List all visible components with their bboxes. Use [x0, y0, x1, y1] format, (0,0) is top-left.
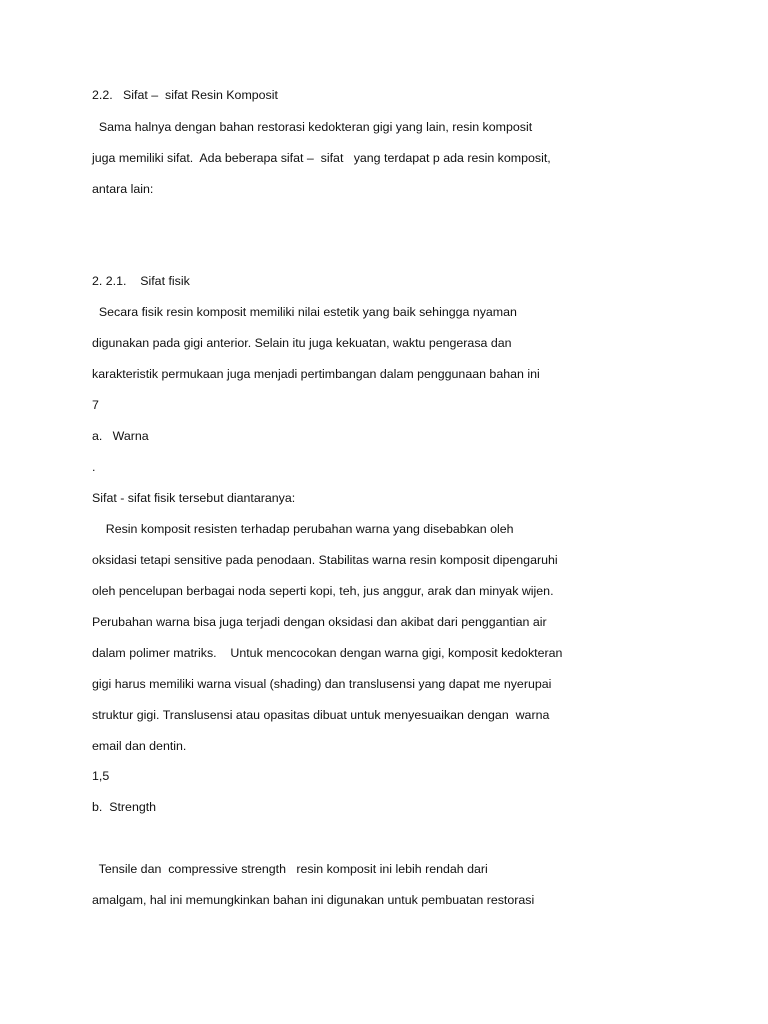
warna-line-4: Perubahan warna bisa juga terjadi dengan oksidasi dan akibat dari penggantian air	[92, 615, 547, 629]
fisik-line-3: karakteristik permukaan juga menjadi pertimbangan dalam penggunaan bahan ini	[92, 367, 540, 381]
intro-line-2: juga memiliki sifat. Ada beberapa sifat – sifat yang terdapat p ada resin komposit,	[92, 151, 551, 165]
section-heading: 2.2. Sifat – sifat Resin Komposit	[92, 88, 278, 102]
warna-line-8: email dan dentin.	[92, 739, 187, 753]
reference-number: 7	[92, 398, 99, 412]
subsection-heading: 2. 2.1. Sifat fisik	[92, 274, 190, 288]
list-intro: Sifat - sifat fisik tersebut diantaranya:	[92, 491, 296, 505]
warna-line-5: dalam polimer matriks. Untuk mencocokan dengan warna gigi, komposit kedokteran	[92, 646, 563, 660]
list-item-warna: a. Warna	[92, 429, 149, 443]
list-item-strength: b. Strength	[92, 800, 157, 814]
warna-line-6: gigi harus memiliki warna visual (shading) dan translusensi yang dapat me nyerupai	[92, 677, 552, 691]
fisik-line-2: digunakan pada gigi anterior. Selain itu juga kekuatan, waktu pengerasa dan	[92, 336, 512, 350]
intro-line-3: antara lain:	[92, 182, 154, 196]
strength-line-2: amalgam, hal ini memungkinkan bahan ini digunakan untuk pembuatan restorasi	[92, 893, 535, 907]
warna-line-2: oksidasi tetapi sensitive pada penodaan. Stabilitas warna resin komposit dipengaruhi	[92, 553, 558, 567]
warna-line-7: struktur gigi. Translusensi atau opasitas dibuat untuk menyesuaikan dengan warna	[92, 708, 550, 722]
strength-line-1: Tensile dan compressive strength resin komposit ini lebih rendah dari	[92, 862, 488, 876]
warna-line-3: oleh pencelupan berbagai noda seperti kopi, teh, jus anggur, arak dan minyak wijen.	[92, 584, 554, 598]
stray-dot: .	[92, 460, 96, 474]
warna-line-1: Resin komposit resisten terhadap perubahan warna yang disebabkan oleh	[92, 522, 514, 536]
reference-number: 1,5	[92, 769, 110, 783]
fisik-line-1: Secara fisik resin komposit memiliki nilai estetik yang baik sehingga nyaman	[92, 305, 517, 319]
intro-line-1: Sama halnya dengan bahan restorasi kedokteran gigi yang lain, resin komposit	[92, 120, 533, 134]
